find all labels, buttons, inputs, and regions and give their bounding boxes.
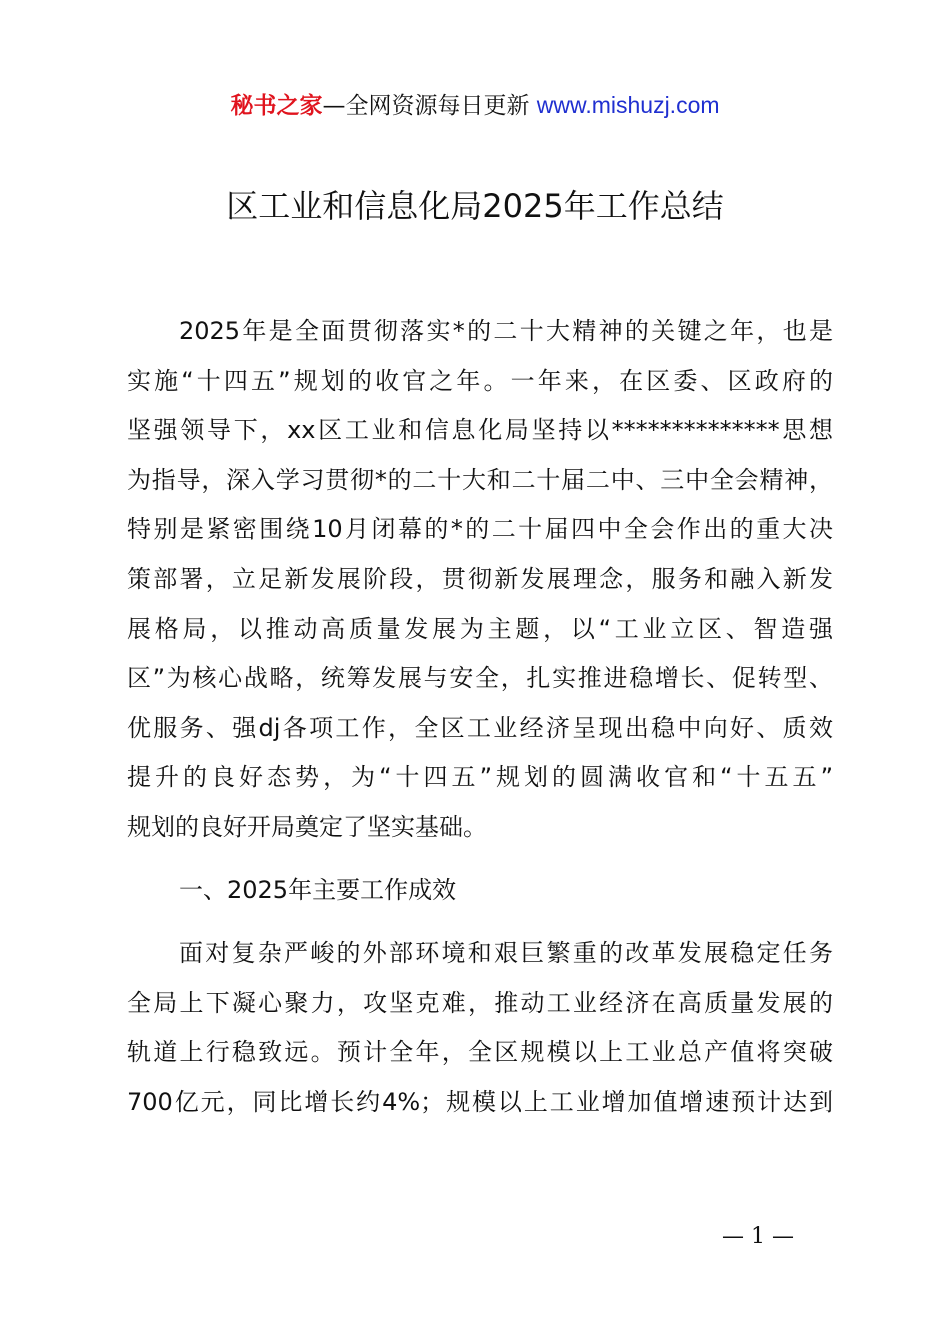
paragraph-line: 优服务、强dj各项工作，全区工业经济呈现出稳中向好、质效: [127, 713, 833, 742]
paragraph-line: 特别是紧密围绕10月闭幕的*的二十届四中全会作出的重大决: [127, 515, 833, 544]
paragraph-line: 为指导，深入学习贯彻*的二十大和二十届二中、三中全会精神，: [127, 465, 833, 494]
paragraph-line: 展格局，以推动高质量发展为主题，以“工业立区、智造强: [127, 614, 833, 643]
paragraph-line: 700亿元，同比增长约4%；规模以上工业增加值增速预计达到: [127, 1087, 833, 1116]
paragraph-line: 坚强领导下，xx区工业和信息化局坚持以**************思想: [127, 416, 833, 445]
section-heading: [127, 866, 833, 916]
section-heading-text: 一、2025年主要工作成效: [179, 876, 457, 904]
page-number: — 1 —: [722, 1224, 794, 1249]
paragraph-achievements: [127, 929, 833, 1127]
paragraph-line: 实施“十四五”规划的收官之年。一年来，在区委、区政府的: [127, 366, 833, 395]
paragraph-line: 面对复杂严峻的外部环境和艰巨繁重的改革发展稳定任务: [179, 939, 833, 967]
brand-name: 秘书之家: [230, 93, 323, 119]
document-title: 区工业和信息化局2025年工作总结: [226, 187, 724, 225]
website-link[interactable]: www.mishuzj.com: [536, 92, 720, 118]
paragraph-line: 规划的良好开局奠定了坚实基础。: [127, 812, 487, 841]
paragraph-line: 策部署，立足新发展阶段，贯彻新发展理念，服务和融入新发: [127, 564, 833, 593]
paragraph-line: 区”为核心战略，统筹发展与安全，扎实推进稳增长、促转型、: [127, 664, 833, 693]
paragraph-line: 全局上下凝心聚力，攻坚克难，推动工业经济在高质量发展的: [127, 988, 833, 1017]
paragraph-line: 提升的良好态势，为“十四五”规划的圆满收官和“十五五”: [127, 763, 833, 792]
site-header: [0, 88, 950, 123]
paragraph-intro: [127, 307, 833, 853]
paragraph-line: 轨道上行稳致远。预计全年，全区规模以上工业总产值将突破: [127, 1038, 833, 1067]
header-tagline: —全网资源每日更新: [322, 93, 537, 119]
paragraph-line: 2025年是全面贯彻落实*的二十大精神的关键之年，也是: [179, 317, 833, 345]
